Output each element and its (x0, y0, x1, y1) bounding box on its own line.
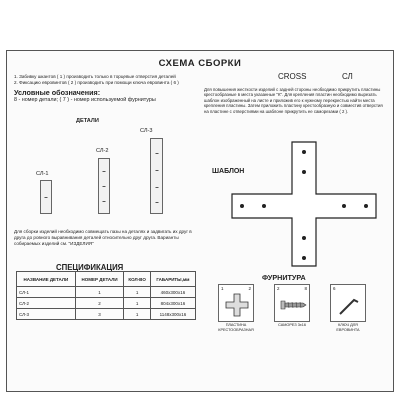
spec-header-qty: КОЛ-ВО (124, 272, 151, 287)
cross-template-drawing (224, 138, 384, 270)
template-label: ШАБЛОН (212, 168, 245, 175)
screw-icon (279, 297, 307, 313)
details-label: ДЕТАЛИ (76, 118, 99, 124)
assembly-tail-note: Для сборки изделий необходимо совмещать пазы на деталях и задвигать их друг в друга до ровного выравнивания деталей относительно друг друга. Варианты собираемых изделий см. "ИЗДЕЛИЯ" (14, 229, 192, 246)
cross-plate-icon (225, 293, 249, 317)
hardware-count: 8 (304, 286, 307, 291)
hardware-caption-2: САМОРЕЗ 3х16 (278, 323, 306, 327)
hardware-item-key (330, 284, 366, 322)
spec-cell-name: СЛ-1 (17, 287, 76, 298)
spec-header-dims: ГАБАРИТЫ,мм (150, 272, 195, 287)
spec-header-name: НАЗВАНИЕ ДЕТАЛИ (17, 272, 76, 287)
part-label-3: СЛ-3 (140, 128, 153, 134)
spec-cell-dims: 804х300х16 (150, 298, 195, 309)
table-row (17, 298, 196, 309)
spec-table (16, 271, 196, 320)
spec-header-row (17, 272, 196, 287)
assembly-notes (14, 74, 179, 87)
hardware-num: 6 (333, 286, 336, 291)
template-hole (302, 150, 306, 154)
spec-header-num: НОМЕР ДЕТАЛИ (75, 272, 124, 287)
cross-template-outline (232, 142, 376, 266)
spec-title: СПЕЦИФИКАЦИЯ (56, 263, 124, 272)
spec-cell-qty: 1 (124, 298, 151, 309)
stiffening-note: Для повышения жесткости изделий с задней стороны необходимо прикрутить пластины крестообразные в места указанные "К". Для крепления пластин необходимо вырезать шаблон изображенный на листе и приложив его к нужному перекрестью найти места крепления пластины. Затем приложить пластину крестообразную и совместив отверстия на пластине с отверстиями на шаблоне прикрутить ее саморезами ( 2 ). (204, 87, 383, 114)
note-1: 1. Забивку шкантов ( 1 ) производить только в торцевые отверстия деталей (14, 74, 176, 79)
part-sl2-panel (98, 158, 110, 214)
spec-cell-num: 1 (75, 287, 124, 298)
table-row (17, 287, 196, 298)
legend-text: 8 - номер детали; ( 7 ) - номер используемой фурнитуры (14, 97, 156, 103)
hardware-caption-3: КЛЮЧ ДЛЯ ЕВРОВИНТА (336, 323, 360, 332)
hardware-item-cross-plate (218, 284, 254, 322)
legend-title: Условные обозначения: (14, 88, 101, 97)
hex-key-icon (336, 292, 362, 318)
spec-cell-num: 2 (75, 298, 124, 309)
template-hole (364, 204, 368, 208)
spec-cell-name: СЛ-2 (17, 298, 76, 309)
template-hole (262, 204, 266, 208)
template-hole (240, 204, 244, 208)
spec-cell-dims: 460х300х16 (150, 287, 195, 298)
hardware-title: ФУРНИТУРА (262, 273, 306, 282)
template-hole (302, 170, 306, 174)
model-name: CROSS (278, 72, 307, 81)
spec-cell-num: 3 (75, 309, 124, 320)
spec-cell-qty: 1 (124, 309, 151, 320)
hardware-count: 2 (248, 286, 251, 291)
spec-cell-qty: 1 (124, 287, 151, 298)
hardware-num: 1 (221, 286, 224, 291)
template-hole (302, 256, 306, 260)
spec-cell-dims: 1148х300х16 (150, 309, 195, 320)
template-hole (302, 236, 306, 240)
spec-cell-name: СЛ-3 (17, 309, 76, 320)
model-code: СЛ (342, 72, 353, 81)
template-hole (342, 204, 346, 208)
hardware-caption-1: ПЛАСТИНА КРЕСТООБРАЗНАЯ (218, 323, 254, 332)
part-sl3-panel (150, 138, 163, 214)
hardware-item-screw (274, 284, 310, 322)
part-label-2: СЛ-2 (96, 148, 109, 154)
part-label-1: СЛ-1 (36, 171, 49, 177)
note-2: 2. Фиксацию евровинтов ( 2 ) производить при помощи ключа евровинта ( 6 ) (14, 80, 179, 86)
page-title: СХЕМА СБОРКИ (158, 58, 242, 69)
part-sl1-panel (40, 180, 52, 214)
table-row (17, 309, 196, 320)
hardware-num: 2 (277, 286, 280, 291)
